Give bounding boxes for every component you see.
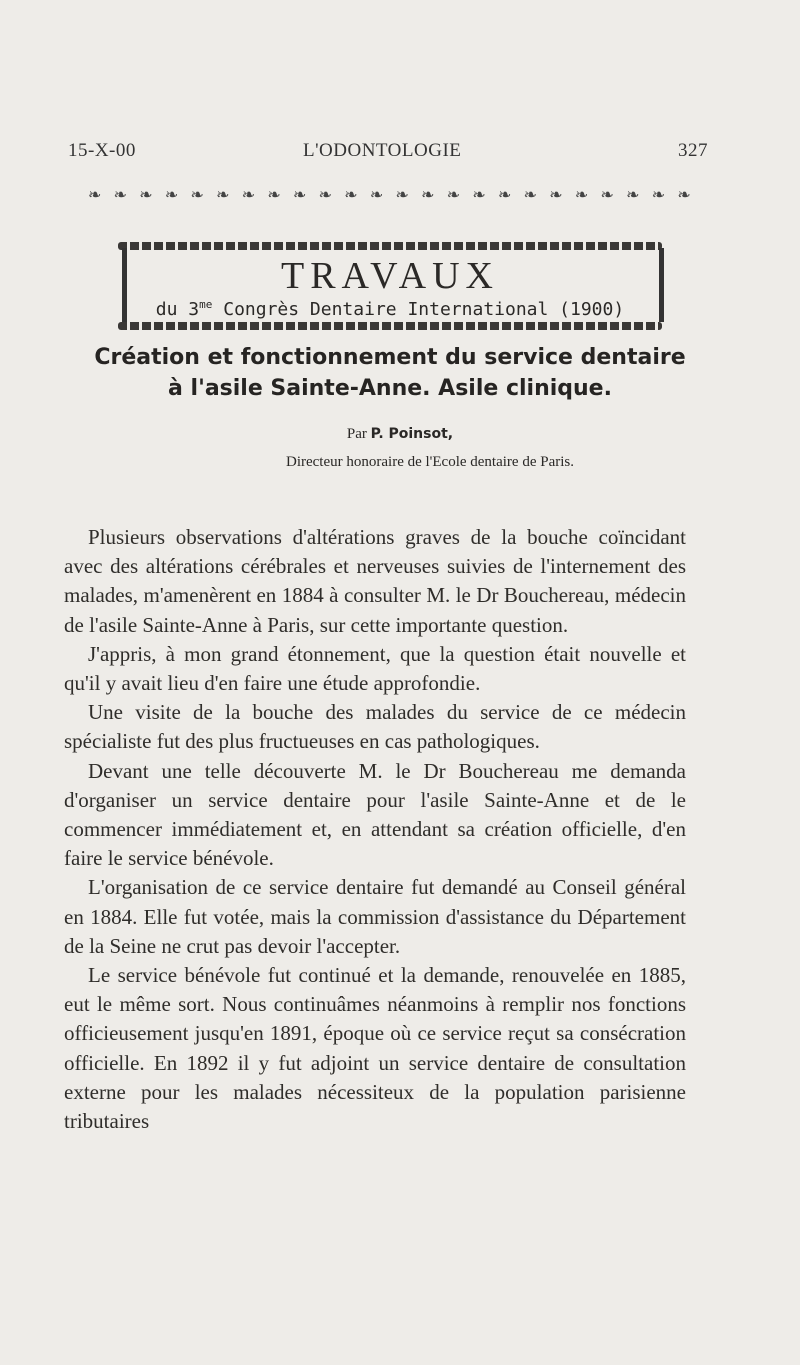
ornament-glyph: ❧ <box>472 184 486 204</box>
ornament-glyph: ❧ <box>164 184 179 204</box>
paragraph: Devant une telle découverte M. le Dr Bouchereau me demanda d'organiser un service dentaire pour l'asile Sainte-Anne et de le commencer immédiatement et, en attendant sa création officielle, d'en faire le service bénévole. <box>64 758 686 871</box>
ornament-border <box>88 183 691 205</box>
ornament-glyph: ❧ <box>600 184 614 204</box>
banner-bottom-border <box>118 322 662 330</box>
byline <box>0 426 800 443</box>
article-title <box>60 342 720 404</box>
ornament-glyph: ❧ <box>344 184 358 204</box>
article-title-line-2: à l'asile Sainte-Anne. Asile clinique. <box>168 376 612 401</box>
paragraph: Le service bénévole fut continué et la demande, renouvelée en 1885, eut le même sort. Nous continuâmes néanmoins à remplir nos fonctions officieusement jusqu'en 1891, époque où ce service reçut sa consécration officielle. En 1892 il y fut adjoint un service dentaire de consultation externe pour les malades nécessiteux de la population parisienne tributaires <box>64 963 686 1134</box>
ornament-glyph: ❧ <box>241 184 256 204</box>
ornament-glyph: ❧ <box>139 184 153 204</box>
ornament-glyph: ❧ <box>88 184 102 204</box>
ornament-glyph: ❧ <box>574 184 589 204</box>
byline-prefix: Par <box>346 426 371 442</box>
page-number: 327 <box>678 140 708 161</box>
ornament-glyph: ❧ <box>446 184 461 204</box>
paragraph: Plusieurs observations d'altérations graves de la bouche coïncidant avec des altérations cérébrales et nerveuses suivies de l'internement des malades, m'amenèrent en 1884 à consulter M. le Dr Bouchereau, médecin de l'asile Sainte-Anne à Paris, sur cette importante question. <box>64 525 686 637</box>
subtitle-text: du 3 <box>155 299 200 320</box>
paragraph: Une visite de la bouche des malades du service de ce médecin spécialiste fut des plus fructueuses en cas pathologiques. <box>64 700 686 754</box>
ornament-glyph: ❧ <box>113 184 128 204</box>
article-title-line-1: Création et fonctionnement du service dentaire <box>94 345 686 370</box>
ornament-glyph: ❧ <box>190 184 204 204</box>
ornament-glyph: ❧ <box>395 184 409 204</box>
ornament-glyph: ❧ <box>267 184 281 204</box>
ornament-glyph: ❧ <box>549 184 563 204</box>
ornament-glyph: ❧ <box>677 184 691 204</box>
article-body <box>64 523 686 1136</box>
author-name: P. Poinsot, <box>370 426 454 442</box>
ornament-glyph: ❧ <box>523 184 538 204</box>
ornament-glyph: ❧ <box>498 184 512 204</box>
ornament-glyph: ❧ <box>293 184 307 204</box>
ornament-glyph: ❧ <box>318 184 333 204</box>
paragraph: L'organisation de ce service dentaire fut demandé au Conseil général en 1884. Elle fut votée, mais la commission d'assistance du Département de la Seine ne crut pas devoir l'accepter. <box>64 875 686 958</box>
ornament-glyph: ❧ <box>216 184 230 204</box>
subtitle-superscript: me <box>199 298 213 311</box>
ornament-glyph: ❧ <box>651 184 666 204</box>
ornament-glyph: ❧ <box>626 184 640 204</box>
section-title: TRAVAUX <box>281 255 499 297</box>
issue-date: 15-X-00 <box>68 140 136 161</box>
ornament-glyph: ❧ <box>369 184 384 204</box>
subtitle-text-rest: Congrès Dentaire International (1900) <box>212 299 625 320</box>
paragraph: J'appris, à mon grand étonnement, que la question était nouvelle et qu'il y avait lieu d'en faire une étude approfondie. <box>64 641 686 696</box>
author-affiliation: Directeur honoraire de l'Ecole dentaire de Paris. <box>286 454 574 470</box>
section-banner <box>118 240 662 332</box>
ornament-glyph: ❧ <box>421 184 435 204</box>
journal-name: L'ODONTOLOGIE <box>303 140 462 161</box>
section-subtitle <box>118 298 662 320</box>
